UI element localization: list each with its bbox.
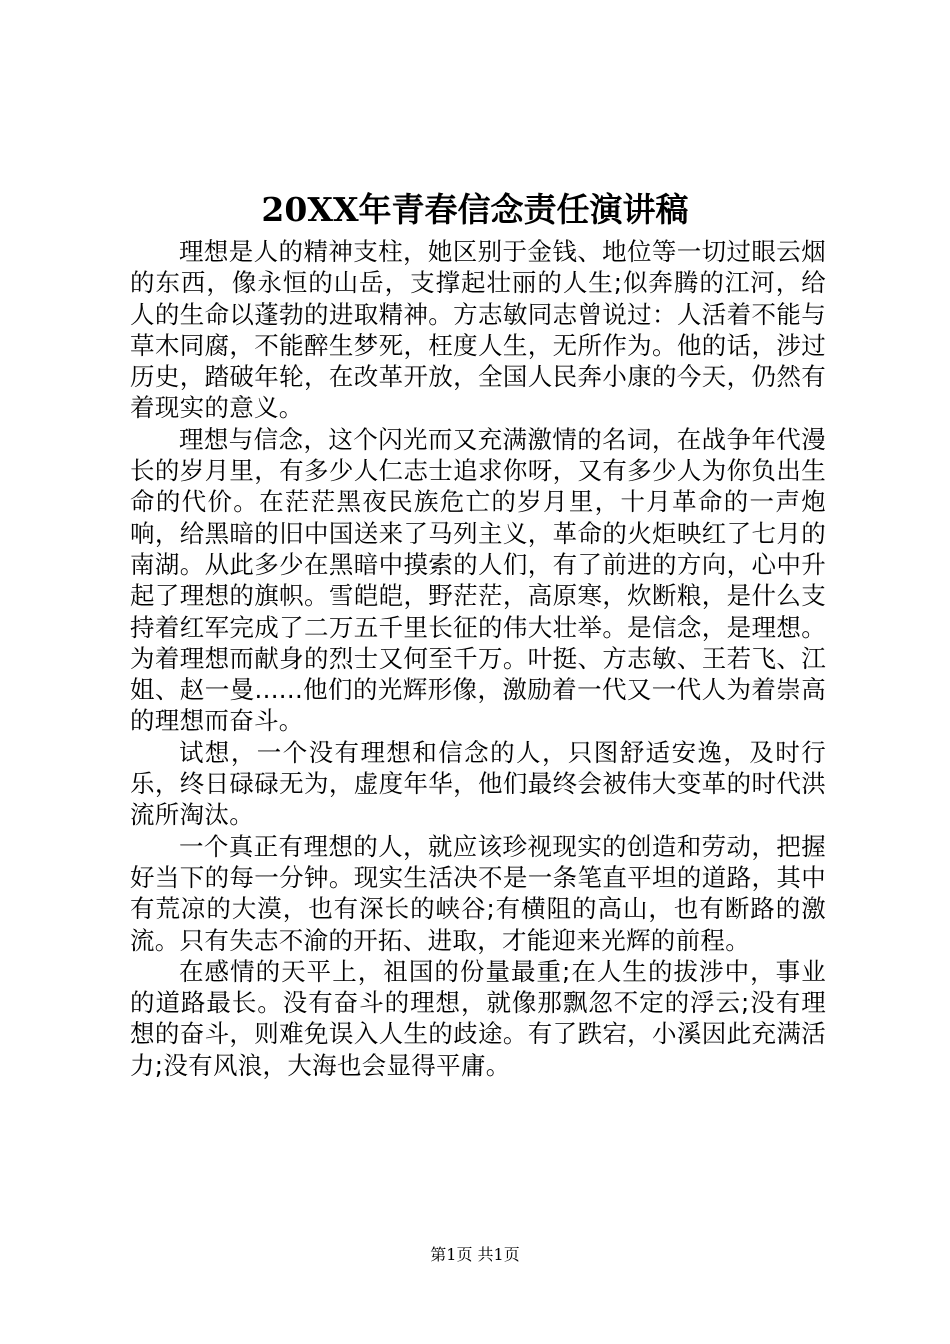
paragraph: 理想与信念，这个闪光而又充满激情的名词，在战争年代漫长的岁月里，有多少人仁志士追求你呀，又有多少人为你负出生命的代价。在茫茫黑夜民族危亡的岁月里，十月革命的一声炮响，给黑暗的旧中国送来了马列主义，革命的火炬映红了七月的南湖。从此多少在黑暗中摸索的人们，有了前进的方向，心中升起了理想的旗帜。雪皑皑，野茫茫，高原寒，炊断粮，是什么支持着红军完成了二万五千里长征的伟大壮举。是信念，是理想。为着理想而献身的烈士又何至千万。叶挺、方志敏、王若飞、江姐、赵一曼......他们的光辉形像，激励着一代又一代人为着崇高的理想而奋斗。: [130, 424, 826, 736]
document-body: [130, 236, 826, 1081]
paragraph: 在感情的天平上，祖国的份量最重;在人生的拔涉中，事业的道路最长。没有奋斗的理想，就像那飘忽不定的浮云;没有理想的奋斗，则难免误入人生的歧途。有了跌宕，小溪因此充满活力;没有风浪，大海也会显得平庸。: [130, 956, 826, 1080]
paragraph: 试想，一个没有理想和信念的人，只图舒适安逸，及时行乐，终日碌碌无为，虚度年华，他们最终会被伟大变革的时代洪流所淘汰。: [130, 737, 826, 830]
paragraph: 一个真正有理想的人，就应该珍视现实的创造和劳动，把握好当下的每一分钟。现实生活决不是一条笔直平坦的道路，其中有荒凉的大漠，也有深长的峡谷;有横阻的高山，也有断路的激流。只有失志不渝的开拓、进取，才能迎来光辉的前程。: [130, 831, 826, 955]
page-footer: 第1页 共1页: [430, 1245, 520, 1264]
paragraph: 理想是人的精神支柱，她区别于金钱、地位等一切过眼云烟的东西，像永恒的山岳，支撑起壮丽的人生;似奔腾的江河，给人的生命以蓬勃的进取精神。方志敏同志曾说过：人活着不能与草木同腐，不能醉生梦死，枉度人生，无所作为。他的话，涉过历史，踏破年轮，在改革开放，全国人民奔小康的今天，仍然有着现实的意义。: [130, 237, 826, 423]
document-title: 20XX年青春信念责任演讲稿: [261, 190, 689, 229]
